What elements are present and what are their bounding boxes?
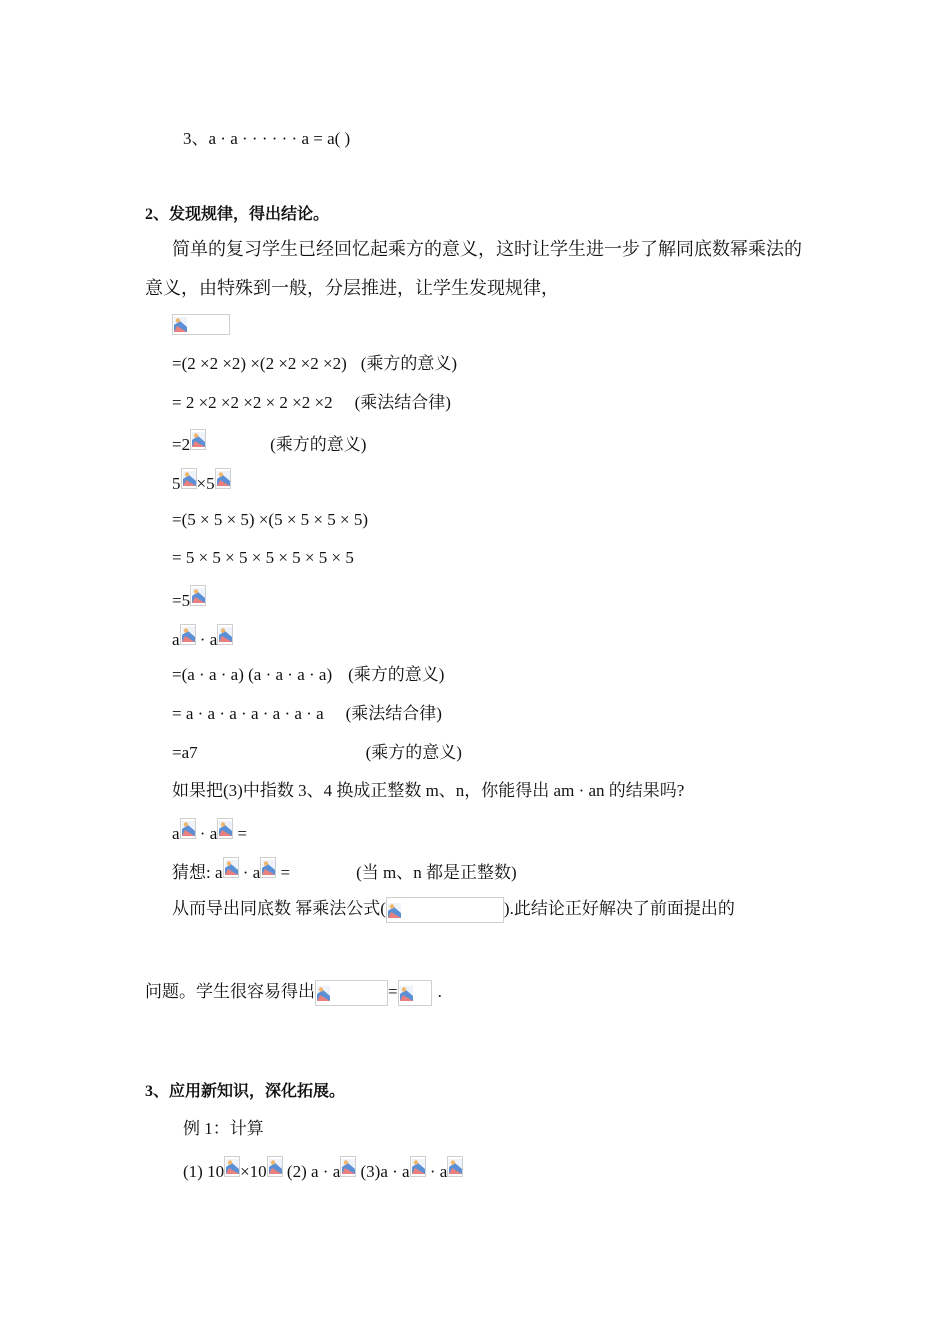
example-exprs: (1) 10 ×10 (2) a · a (3)a · a · a: [183, 1156, 463, 1184]
expr-5-start: 5 ×5: [172, 468, 231, 496]
expr-5-1: =(5 × 5 × 5) ×(5 × 5 × 5 × 5): [172, 510, 369, 529]
line-3: 3、a · a · · · · · · a = a( ): [183, 129, 351, 148]
expr-5-3: =5: [172, 585, 206, 613]
broken-image-icon: [172, 314, 230, 335]
broken-image-icon: [180, 624, 196, 645]
expr-a-2: = a · a · a · a · a · a · a (乘法结合律): [172, 704, 442, 723]
broken-image-icon: [180, 818, 196, 839]
expr-a-start: a · a: [172, 624, 233, 652]
broken-image-icon: [398, 980, 432, 1006]
formula-image-line: [172, 314, 230, 342]
heading-3: 3、应用新知识，深化拓展。: [145, 1083, 346, 1100]
broken-image-icon: [260, 857, 276, 878]
broken-image-icon: [267, 1156, 283, 1177]
expr-2: = 2 ×2 ×2 ×2 × 2 ×2 ×2 (乘法结合律): [172, 393, 451, 412]
example-title: 例 1：计算: [183, 1119, 264, 1138]
broken-image-icon: [315, 980, 388, 1006]
broken-image-icon: [181, 468, 197, 489]
expr-a-1: =(a · a · a) (a · a · a · a) (乘方的意义): [172, 665, 445, 684]
conjecture-line: 猜想: a · a = (当 m、n 都是正整数): [172, 857, 517, 885]
broken-image-icon: [447, 1156, 463, 1177]
broken-image-icon: [340, 1156, 356, 1177]
broken-image-icon: [217, 624, 233, 645]
derive-line: 从而导出同底数 幂乘法公式( ).此结论正好解决了前面提出的: [172, 897, 735, 923]
broken-image-icon: [190, 585, 206, 606]
expr-3: =2 (乘方的意义): [172, 429, 366, 457]
result-line: 问题。学生很容易得出 = .: [145, 980, 442, 1006]
broken-image-icon: [215, 468, 231, 489]
question-expr: a · a =: [172, 818, 247, 846]
expr-5-2: = 5 × 5 × 5 × 5 × 5 × 5 × 5: [172, 548, 354, 567]
broken-image-icon: [223, 857, 239, 878]
broken-image-icon: [217, 818, 233, 839]
broken-image-icon: [410, 1156, 426, 1177]
question-line: 如果把(3)中指数 3、4 换成正整数 m、n，你能得出 am · an 的结果吗?: [172, 781, 685, 800]
paragraph-intro: 简单的复习学生已经回忆起乘方的意义，这时让学生进一步了解同底数幂乘法的意义，由特殊到一般，分层推进，让学生发现规律，: [145, 239, 802, 298]
broken-image-icon: [224, 1156, 240, 1177]
heading-2: 2、发现规律，得出结论。: [145, 206, 330, 223]
broken-image-icon: [190, 429, 206, 450]
broken-image-icon: [386, 897, 504, 923]
expr-a-3: =a7 (乘方的意义): [172, 743, 462, 762]
expr-1: =(2 ×2 ×2) ×(2 ×2 ×2 ×2) (乘方的意义): [172, 354, 458, 373]
